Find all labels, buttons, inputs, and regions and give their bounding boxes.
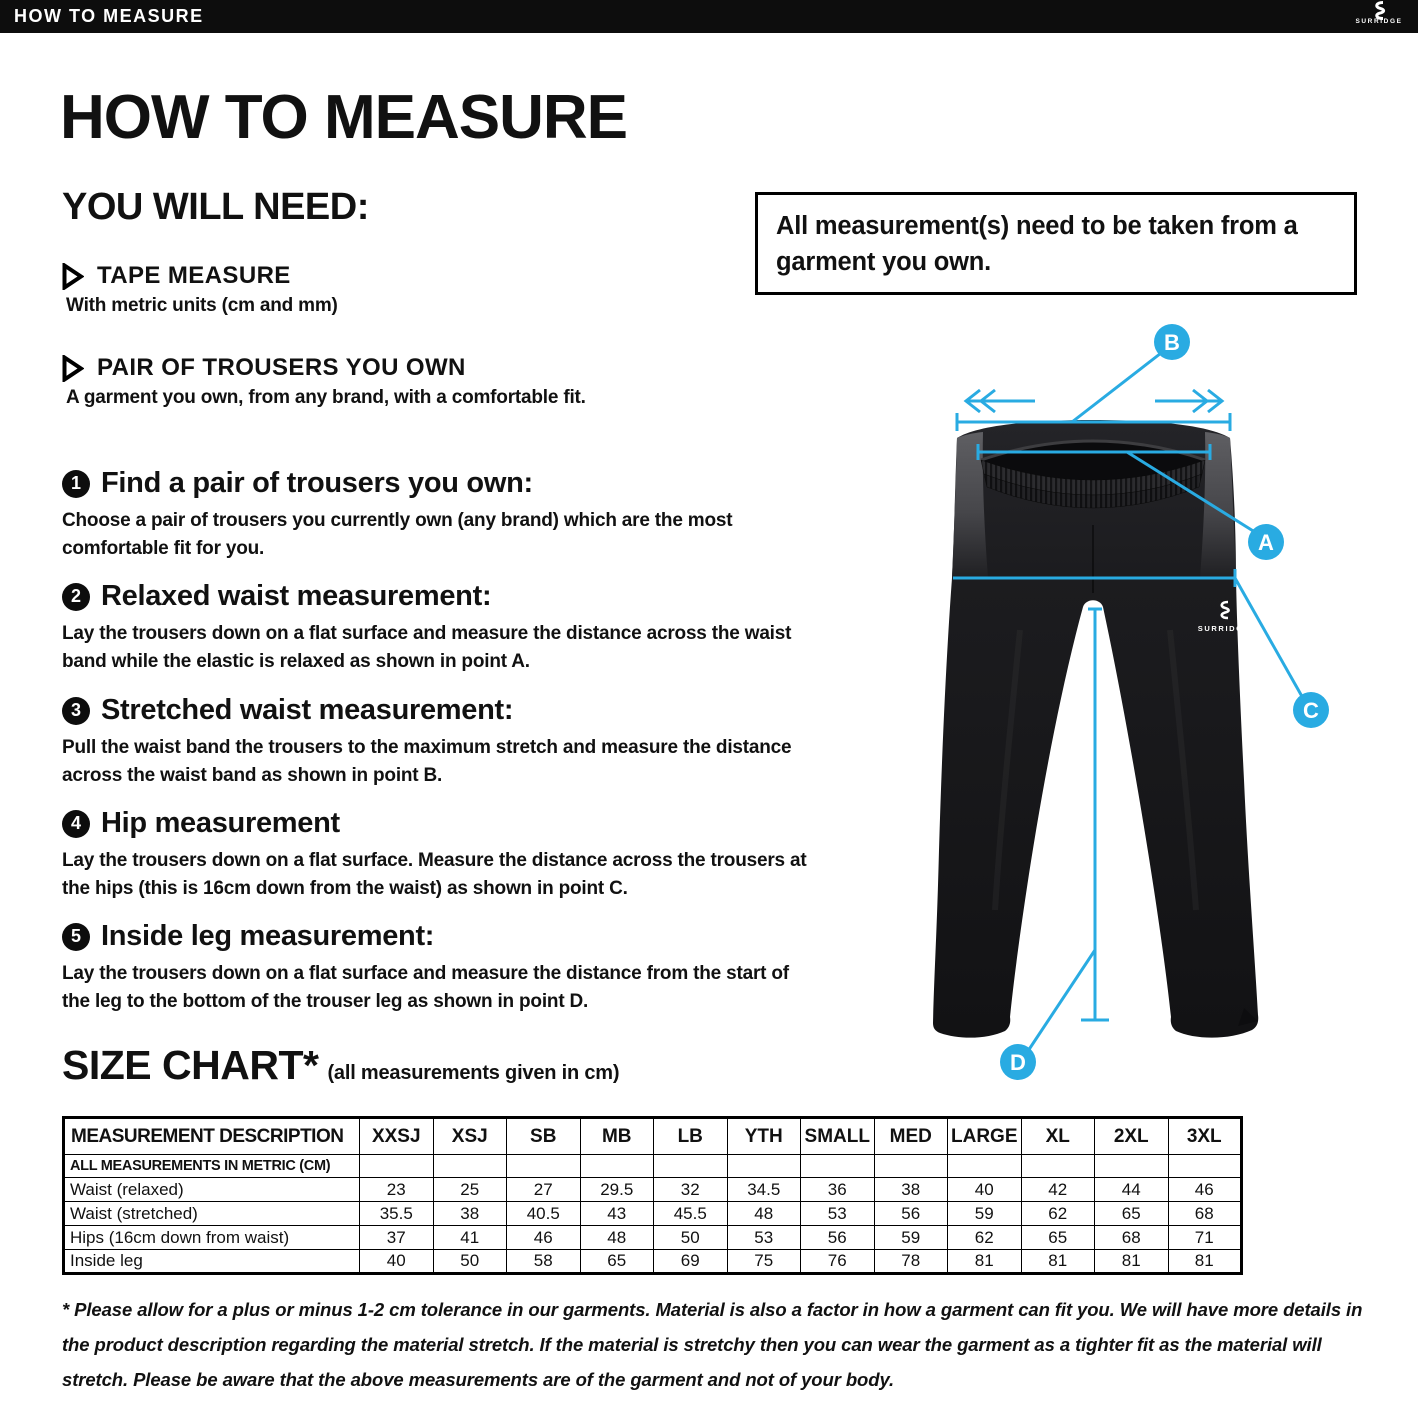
- row-label-cell: Inside leg: [64, 1250, 360, 1274]
- step-number-badge: 3: [62, 697, 90, 725]
- value-cell: 68: [1168, 1202, 1242, 1226]
- value-cell: 38: [874, 1178, 948, 1202]
- need-item-label: TAPE MEASURE: [97, 262, 291, 289]
- value-cell: 32: [654, 1178, 728, 1202]
- svg-text:A: A: [1258, 530, 1274, 555]
- need-item-tape-measure: [62, 262, 762, 317]
- size-chart-heading-row: [62, 1042, 619, 1089]
- step-number-badge: 5: [62, 923, 90, 951]
- value-cell: 68: [1095, 1226, 1169, 1250]
- table-row: [64, 1250, 1242, 1274]
- row-label-cell: Waist (stretched): [64, 1202, 360, 1226]
- step-number-badge: 1: [62, 470, 90, 498]
- value-cell: 81: [948, 1250, 1022, 1274]
- point-a-badge: [1248, 524, 1284, 560]
- trousers-illustration: [900, 310, 1380, 1110]
- table-header-cell: YTH: [727, 1118, 801, 1155]
- size-chart-subheading: (all measurements given in cm): [327, 1062, 620, 1084]
- value-cell: 62: [1021, 1202, 1095, 1226]
- step-heading: Hip measurement: [101, 807, 340, 839]
- value-cell: 23: [360, 1178, 434, 1202]
- value-cell: 50: [433, 1250, 507, 1274]
- step-item-1: [62, 467, 812, 562]
- svg-text:D: D: [1010, 1050, 1026, 1075]
- table-header-cell: LB: [654, 1118, 728, 1155]
- step-item-3: [62, 694, 812, 789]
- size-chart-heading: SIZE CHART*: [62, 1042, 319, 1088]
- step-body: Pull the waist band the trousers to the maximum stretch and measure the distance across the waist band as shown in point B.: [62, 737, 792, 786]
- point-c-badge: [1293, 692, 1329, 728]
- value-cell: 43: [580, 1202, 654, 1226]
- empty-cell: [433, 1155, 507, 1178]
- value-cell: 81: [1168, 1250, 1242, 1274]
- trousers-diagram: [900, 310, 1380, 1110]
- svg-text:C: C: [1303, 698, 1319, 723]
- table-row: [64, 1226, 1242, 1250]
- step-body: Choose a pair of trousers you currently own (any brand) which are the most comfortable fit for you.: [62, 510, 733, 559]
- table-row: [64, 1178, 1242, 1202]
- row-label-cell: Hips (16cm down from waist): [64, 1226, 360, 1250]
- need-item-description: A garment you own, from any brand, with a comfortable fit.: [66, 387, 586, 408]
- metric-note-row: [64, 1155, 1242, 1178]
- value-cell: 25: [433, 1178, 507, 1202]
- measure-line-b: [957, 350, 1230, 431]
- empty-cell: [948, 1155, 1022, 1178]
- need-item-trousers: [62, 354, 762, 409]
- step-item-4: [62, 807, 812, 902]
- page-title: HOW TO MEASURE: [60, 83, 627, 152]
- table-header-description-cell: MEASUREMENT DESCRIPTION: [64, 1118, 360, 1155]
- value-cell: 38: [433, 1202, 507, 1226]
- value-cell: 62: [948, 1226, 1022, 1250]
- svg-text:B: B: [1164, 330, 1180, 355]
- row-label-cell: Waist (relaxed): [64, 1178, 360, 1202]
- table-header-cell: XL: [1021, 1118, 1095, 1155]
- value-cell: 56: [801, 1226, 875, 1250]
- value-cell: 42: [1021, 1178, 1095, 1202]
- value-cell: 29.5: [580, 1178, 654, 1202]
- value-cell: 81: [1095, 1250, 1169, 1274]
- empty-cell: [801, 1155, 875, 1178]
- value-cell: 41: [433, 1226, 507, 1250]
- empty-cell: [1168, 1155, 1242, 1178]
- empty-cell: [580, 1155, 654, 1178]
- surridge-logo: [1349, 1, 1409, 25]
- value-cell: 40.5: [507, 1202, 581, 1226]
- table-header-cell: MB: [580, 1118, 654, 1155]
- table-header-cell: XXSJ: [360, 1118, 434, 1155]
- point-d-badge: [1000, 1044, 1036, 1080]
- value-cell: 35.5: [360, 1202, 434, 1226]
- measure-arrows-b: [966, 390, 1222, 412]
- empty-cell: [1021, 1155, 1095, 1178]
- empty-cell: [507, 1155, 581, 1178]
- value-cell: 69: [654, 1250, 728, 1274]
- step-item-2: [62, 580, 812, 675]
- table-header-cell: SB: [507, 1118, 581, 1155]
- top-bar: [0, 0, 1418, 33]
- triangle-bullet-icon: [62, 355, 84, 382]
- value-cell: 50: [654, 1226, 728, 1250]
- value-cell: 40: [360, 1250, 434, 1274]
- value-cell: 36: [801, 1178, 875, 1202]
- table-row: [64, 1202, 1242, 1226]
- step-heading: Relaxed waist measurement:: [101, 580, 492, 612]
- empty-cell: [727, 1155, 801, 1178]
- table-header-cell: MED: [874, 1118, 948, 1155]
- surridge-logo-text: SURRIDGE: [1355, 18, 1403, 25]
- value-cell: 56: [874, 1202, 948, 1226]
- step-item-5: [62, 920, 812, 1015]
- trousers-brand-text: SURRIDGE: [1197, 624, 1251, 633]
- value-cell: 46: [1168, 1178, 1242, 1202]
- table-header-cell: 2XL: [1095, 1118, 1169, 1155]
- note-box: [755, 192, 1357, 295]
- value-cell: 27: [507, 1178, 581, 1202]
- step-number-badge: 4: [62, 810, 90, 838]
- value-cell: 53: [727, 1226, 801, 1250]
- value-cell: 65: [1021, 1226, 1095, 1250]
- need-item-label: PAIR OF TROUSERS YOU OWN: [97, 354, 466, 381]
- empty-cell: [874, 1155, 948, 1178]
- table-header-cell: LARGE: [948, 1118, 1022, 1155]
- metric-note-cell: ALL MEASUREMENTS IN METRIC (CM): [64, 1155, 360, 1178]
- need-item-description: With metric units (cm and mm): [66, 295, 338, 316]
- you-will-need-heading: YOU WILL NEED:: [62, 186, 369, 228]
- value-cell: 71: [1168, 1226, 1242, 1250]
- triangle-bullet-icon: [62, 263, 84, 290]
- value-cell: 75: [727, 1250, 801, 1274]
- value-cell: 81: [1021, 1250, 1095, 1274]
- value-cell: 53: [801, 1202, 875, 1226]
- empty-cell: [1095, 1155, 1169, 1178]
- table-header-cell: XSJ: [433, 1118, 507, 1155]
- table-header-cell: SMALL: [801, 1118, 875, 1155]
- value-cell: 59: [874, 1226, 948, 1250]
- value-cell: 78: [874, 1250, 948, 1274]
- step-number-badge: 2: [62, 583, 90, 611]
- value-cell: 59: [948, 1202, 1022, 1226]
- value-cell: 34.5: [727, 1178, 801, 1202]
- size-chart-body: [64, 1155, 1242, 1274]
- empty-cell: [360, 1155, 434, 1178]
- step-body: Lay the trousers down on a flat surface and measure the distance across the waist band while the elastic is relaxed as shown in point A.: [62, 623, 792, 672]
- size-chart-table: [62, 1116, 1243, 1275]
- size-chart-header-row: [64, 1118, 1242, 1155]
- value-cell: 44: [1095, 1178, 1169, 1202]
- value-cell: 65: [1095, 1202, 1169, 1226]
- step-heading: Stretched waist measurement:: [101, 694, 514, 726]
- value-cell: 76: [801, 1250, 875, 1274]
- disclaimer-text: * Please allow for a plus or minus 1-2 cm tolerance in our garments. Material is also a factor in how a garment can fit you. We will have more details in the product description regarding the material stretch. If the material is stretchy then you can wear the garment as a tighter fit as the material will stretch. Please be aware that the above measurements are of the garment and not of your body.: [62, 1299, 1363, 1390]
- value-cell: 65: [580, 1250, 654, 1274]
- value-cell: 48: [580, 1226, 654, 1250]
- value-cell: 37: [360, 1226, 434, 1250]
- value-cell: 46: [507, 1226, 581, 1250]
- point-b-badge: [1154, 324, 1190, 360]
- empty-cell: [654, 1155, 728, 1178]
- step-heading: Inside leg measurement:: [101, 920, 435, 952]
- step-heading: Find a pair of trousers you own:: [101, 467, 533, 499]
- value-cell: 48: [727, 1202, 801, 1226]
- top-bar-title: HOW TO MEASURE: [14, 6, 204, 26]
- step-body: Lay the trousers down on a flat surface. Measure the distance across the trousers at the hips (this is 16cm down from the waist) as shown in point C.: [62, 850, 807, 899]
- value-cell: 45.5: [654, 1202, 728, 1226]
- value-cell: 58: [507, 1250, 581, 1274]
- step-body: Lay the trousers down on a flat surface and measure the distance from the start of the leg to the bottom of the trouser leg as shown in point D.: [62, 963, 789, 1012]
- table-header-cell: 3XL: [1168, 1118, 1242, 1155]
- note-text: All measurement(s) need to be taken from a garment you own.: [776, 212, 1298, 276]
- value-cell: 40: [948, 1178, 1022, 1202]
